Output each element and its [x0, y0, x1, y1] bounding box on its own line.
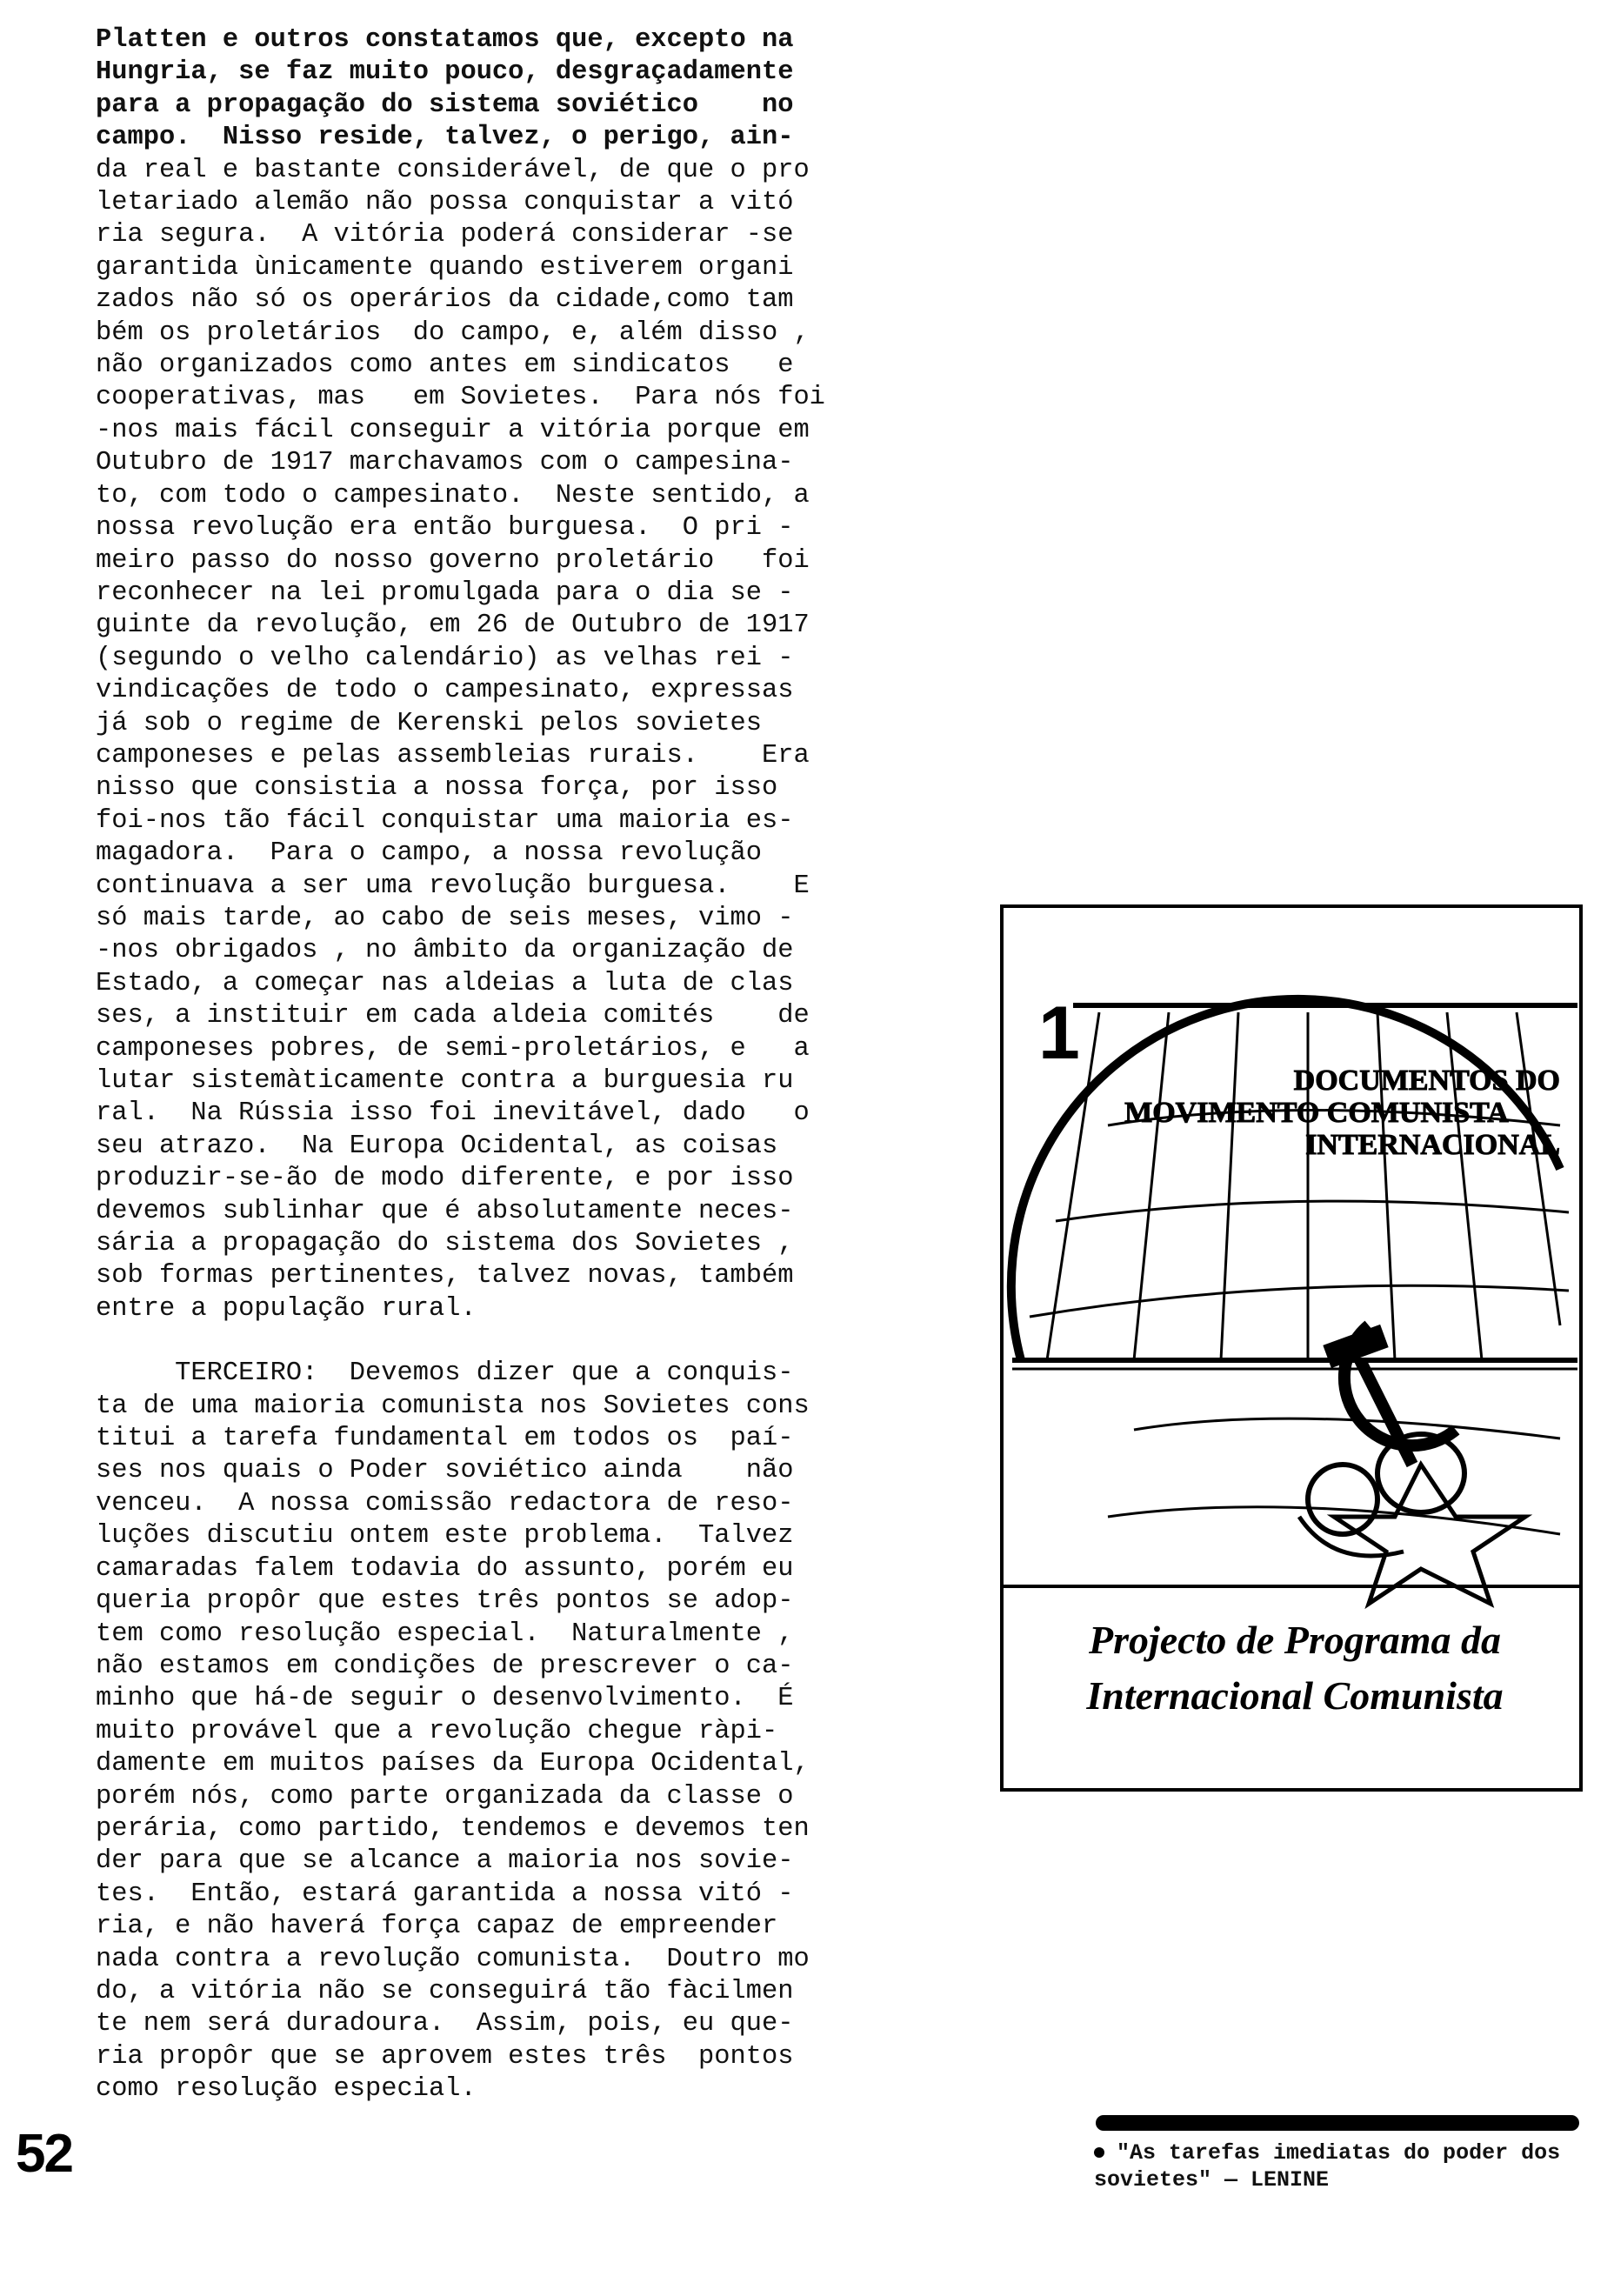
text-line: seu atrazo. Na Europa Ocidental, as coisas [96, 1131, 778, 1161]
text-line: lutar sistemàticamente contra a burguesia ru [96, 1066, 794, 1096]
text-line: nisso que consistia a nossa força, por isso [96, 773, 778, 804]
text-line: vindicações de todo o campesinato, expressas [96, 676, 794, 706]
text-line: garantida ùnicamente quando estiverem organi [96, 252, 794, 283]
cover-book-title [1021, 1612, 1569, 1724]
text-line: ses, a instituir em cada aldeia comités de [96, 1001, 810, 1031]
text-line: TERCEIRO: Devemos dizer que a conquis- [96, 1358, 794, 1389]
text-line: meiro passo do nosso governo proletário foi [96, 545, 810, 576]
text-line: campo. Nisso reside, talvez, o perigo, ain- [96, 123, 794, 153]
cover-caption [1094, 2139, 1598, 2193]
text-line: (segundo o velho calendário) as velhas rei - [96, 643, 794, 673]
text-line: não estamos em condições de prescrever o ca- [96, 1651, 794, 1681]
text-line: titui a tarefa fundamental em todos os paí- [96, 1424, 794, 1454]
text-line: tes. Então, estará garantida a nossa vitó - [96, 1879, 794, 1909]
text-line: guinte da revolução, em 26 de Outubro de 1917 [96, 611, 810, 641]
text-line: do, a vitória não se conseguirá tão fàcilmen [96, 1976, 794, 2006]
text-line: foi-nos tão fácil conquistar uma maioria es- [96, 805, 794, 836]
text-line: ta de uma maioria comunista nos Sovietes cons [96, 1391, 810, 1421]
cover-series-line: DOCUMENTOS DO [1293, 1065, 1560, 1097]
text-line: muito provável que a revolução chegue ràpi- [96, 1716, 778, 1746]
text-line: porém nós, como parte organizada da classe o [96, 1781, 794, 1812]
text-line: camaradas falem todavia do assunto, porém eu [96, 1553, 794, 1584]
text-line: perária, como partido, tendemos e devemos ten [96, 1813, 810, 1844]
text-line: minho que há-de seguir o desenvolvimento. É [96, 1684, 794, 1714]
text-line: ses nos quais o Poder soviético ainda não [96, 1456, 794, 1486]
text-line: reconhecer na lei promulgada para o dia se - [96, 577, 794, 608]
caption-text: "As tarefas imediatas do poder dos sovietes" — LENINE [1094, 2140, 1561, 2193]
text-line: cooperativas, mas em Sovietes. Para nós foi [96, 383, 825, 413]
text-line: nada contra a revolução comunista. Doutro mo [96, 1944, 810, 1974]
text-line: Outubro de 1917 marchavamos com o campesina- [96, 448, 794, 478]
book-cover-illustration [1000, 904, 1583, 1792]
text-line: bém os proletários do campo, e, além disso , [96, 317, 810, 348]
text-line: continuava a ser uma revolução burguesa. E [96, 871, 810, 901]
text-line: luções discutiu ontem este problema. Talvez [96, 1521, 794, 1552]
text-line: nossa revolução era então burguesa. O pri - [96, 513, 794, 544]
article-column [96, 24, 957, 2106]
text-line: para a propagação do sistema soviético no [96, 90, 794, 120]
text-line: letariado alemão não possa conquistar a vitó [96, 188, 794, 218]
page-number: 52 [16, 2124, 72, 2184]
cover-series-line: INTERNACIONAL [1305, 1129, 1560, 1161]
text-line: venceu. A nossa comissão redactora de reso- [96, 1488, 794, 1518]
text-line: ria, e não haverá força capaz de empreender [96, 1912, 778, 1942]
text-line: camponeses pobres, de semi-proletários, e a [96, 1033, 810, 1064]
text-line: entre a população rural. [96, 1293, 477, 1324]
text-line: já sob o regime de Kerenski pelos sovietes [96, 708, 762, 738]
text-line: como resolução especial. [96, 2074, 477, 2105]
cover-title-line: Projecto de Programa da [1089, 1618, 1501, 1662]
text-line: te nem será duradoura. Assim, pois, eu que- [96, 2009, 794, 2039]
article-paragraph-1 [96, 24, 957, 1325]
text-line: to, com todo o campesinato. Neste sentido, a [96, 480, 810, 511]
text-line: damente em muitos países da Europa Ocidental, [96, 1749, 810, 1779]
text-line: ria segura. A vitória poderá considerar -se [96, 220, 794, 250]
cover-number: 1 [1038, 991, 1080, 1075]
text-line: Estado, a começar nas aldeias a luta de clas [96, 968, 794, 998]
text-line: ral. Na Rússia isso foi inevitável, dado o [96, 1098, 810, 1129]
text-line: -nos obrigados , no âmbito da organização de [96, 936, 794, 966]
article-paragraph-terceiro [96, 1358, 957, 2106]
text-line: queria propôr que estes três pontos se adop- [96, 1586, 794, 1617]
cover-series-line: MOVIMENTO COMUNISTA [1124, 1097, 1509, 1129]
caption-divider [1096, 2115, 1579, 2131]
text-line: Hungria, se faz muito pouco, desgraçadamente [96, 57, 794, 88]
text-line: sob formas pertinentes, talvez novas, também [96, 1261, 794, 1292]
text-line: ria propôr que se aprovem estes três pontos [96, 2041, 794, 2072]
text-line: magadora. Para o campo, a nossa revolução [96, 838, 762, 869]
bullet-icon [1094, 2147, 1104, 2158]
text-line: zados não só os operários da cidade,como tam [96, 285, 794, 316]
text-line: tem como resolução especial. Naturalmente , [96, 1619, 794, 1649]
text-line: devemos sublinhar que é absolutamente neces- [96, 1196, 794, 1226]
text-line: -nos mais fácil conseguir a vitória porque em [96, 415, 810, 445]
text-line: produzir-se-ão de modo diferente, e por isso [96, 1164, 794, 1194]
cover-series-title [1073, 1065, 1560, 1161]
cover-title-line: Internacional Comunista [1086, 1673, 1504, 1718]
text-line: Platten e outros constatamos que, excepto na [96, 25, 794, 55]
text-line: sária a propagação do sistema dos Sovietes , [96, 1229, 794, 1259]
text-line: der para que se alcance a maioria nos sovie- [96, 1846, 794, 1877]
text-line: só mais tarde, ao cabo de seis meses, vimo - [96, 903, 794, 933]
text-line: da real e bastante considerável, de que o pro [96, 155, 810, 185]
text-line: camponeses e pelas assembleias rurais. Era [96, 740, 810, 771]
text-line: não organizados como antes em sindicatos e [96, 350, 794, 381]
